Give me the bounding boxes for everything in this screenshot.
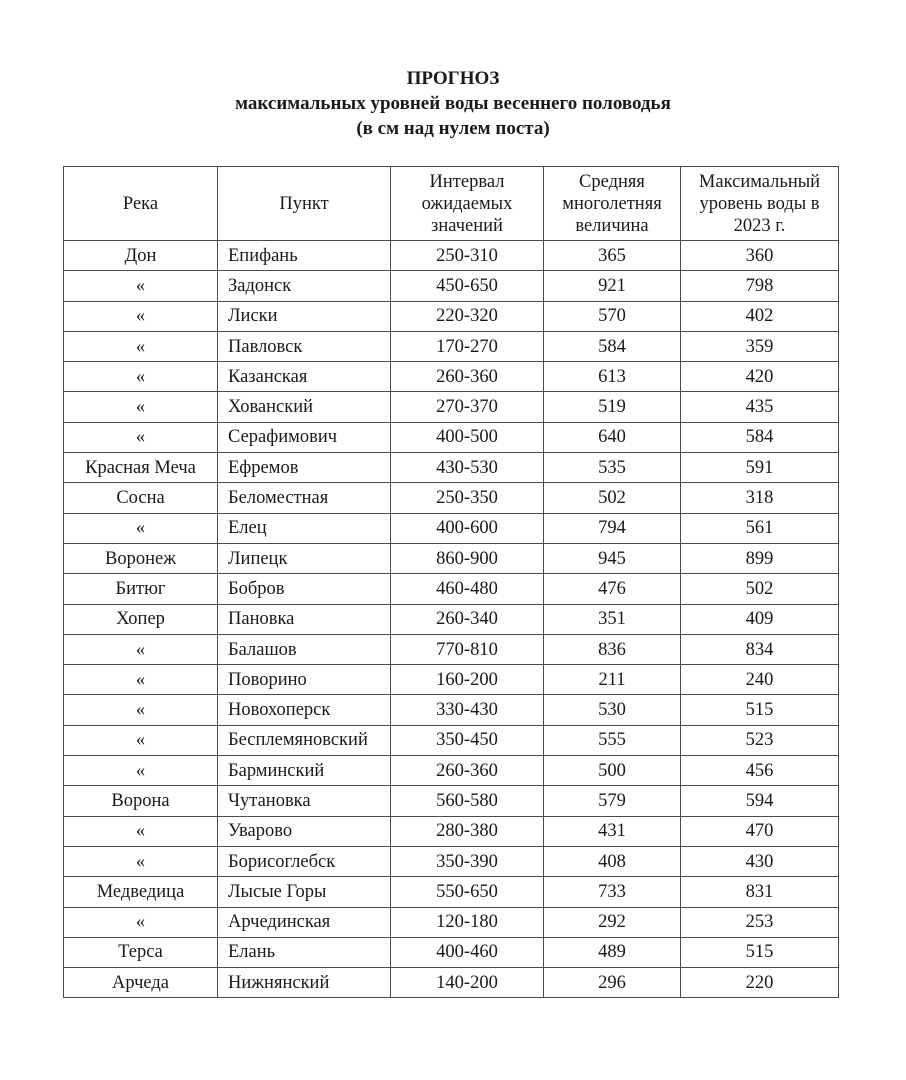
column-header-max2023: Максимальный уровень воды в 2023 г. [681,167,839,241]
cell-river: Воронеж [64,543,218,573]
cell-mean: 500 [544,756,681,786]
cell-max2023: 831 [681,877,839,907]
cell-river: « [64,725,218,755]
table-row [64,241,839,271]
cell-point: Борисоглебск [218,846,391,876]
cell-mean: 292 [544,907,681,937]
cell-river: « [64,846,218,876]
table-row [64,937,839,967]
column-header-mean: Средняя многолетняя величина [544,167,681,241]
cell-interval: 460-480 [391,574,544,604]
cell-mean: 836 [544,634,681,664]
document-subtitle: максимальных уровней воды весеннего половодья [235,93,671,114]
cell-max2023: 561 [681,513,839,543]
document-units-note: (в см над нулем поста) [356,118,550,139]
table-row [64,543,839,573]
cell-river: « [64,362,218,392]
table-row [64,271,839,301]
table-row [64,725,839,755]
table-row [64,695,839,725]
cell-point: Липецк [218,543,391,573]
cell-interval: 250-310 [391,241,544,271]
cell-mean: 431 [544,816,681,846]
cell-interval: 260-360 [391,362,544,392]
cell-point: Серафимович [218,422,391,452]
table-row [64,392,839,422]
table-row [64,422,839,452]
cell-river: « [64,331,218,361]
cell-point: Пановка [218,604,391,634]
cell-interval: 450-650 [391,271,544,301]
cell-mean: 296 [544,968,681,998]
table-header [64,167,839,241]
table-row [64,665,839,695]
cell-interval: 160-200 [391,665,544,695]
cell-mean: 584 [544,331,681,361]
table-row [64,907,839,937]
cell-max2023: 594 [681,786,839,816]
cell-interval: 550-650 [391,877,544,907]
cell-river: Дон [64,241,218,271]
table-row [64,846,839,876]
document-heading [0,66,906,141]
cell-interval: 860-900 [391,543,544,573]
cell-river: Терса [64,937,218,967]
cell-max2023: 523 [681,725,839,755]
cell-max2023: 420 [681,362,839,392]
table-row [64,786,839,816]
cell-river: « [64,422,218,452]
cell-mean: 555 [544,725,681,755]
cell-interval: 120-180 [391,907,544,937]
cell-point: Новохоперск [218,695,391,725]
table-row [64,301,839,331]
cell-max2023: 402 [681,301,839,331]
cell-river: « [64,634,218,664]
cell-max2023: 584 [681,422,839,452]
table-row [64,331,839,361]
cell-point: Епифань [218,241,391,271]
cell-interval: 220-320 [391,301,544,331]
cell-point: Чутановка [218,786,391,816]
cell-river: « [64,392,218,422]
cell-point: Нижнянский [218,968,391,998]
cell-interval: 400-500 [391,422,544,452]
cell-mean: 530 [544,695,681,725]
cell-mean: 519 [544,392,681,422]
cell-river: Битюг [64,574,218,604]
cell-mean: 921 [544,271,681,301]
cell-river: « [64,271,218,301]
cell-mean: 476 [544,574,681,604]
cell-mean: 365 [544,241,681,271]
cell-mean: 502 [544,483,681,513]
cell-max2023: 798 [681,271,839,301]
table-row [64,756,839,786]
table-row [64,634,839,664]
cell-river: Сосна [64,483,218,513]
cell-mean: 489 [544,937,681,967]
cell-max2023: 360 [681,241,839,271]
cell-mean: 579 [544,786,681,816]
cell-river: Арчеда [64,968,218,998]
cell-max2023: 253 [681,907,839,937]
cell-interval: 400-600 [391,513,544,543]
forecast-table [63,166,839,998]
cell-point: Барминский [218,756,391,786]
cell-max2023: 220 [681,968,839,998]
cell-interval: 770-810 [391,634,544,664]
cell-river: Ворона [64,786,218,816]
cell-point: Лиски [218,301,391,331]
cell-point: Беломестная [218,483,391,513]
cell-river: Медведица [64,877,218,907]
cell-point: Поворино [218,665,391,695]
table-body [64,241,839,998]
cell-max2023: 515 [681,937,839,967]
cell-mean: 535 [544,453,681,483]
column-header-point: Пункт [218,167,391,241]
cell-river: « [64,907,218,937]
header-row [64,167,839,241]
table-row [64,968,839,998]
cell-point: Бобров [218,574,391,604]
cell-river: Красная Меча [64,453,218,483]
cell-interval: 140-200 [391,968,544,998]
cell-max2023: 591 [681,453,839,483]
cell-river: « [64,665,218,695]
cell-point: Бесплемяновский [218,725,391,755]
cell-interval: 430-530 [391,453,544,483]
cell-mean: 945 [544,543,681,573]
table-row [64,362,839,392]
cell-point: Балашов [218,634,391,664]
cell-mean: 408 [544,846,681,876]
cell-point: Казанская [218,362,391,392]
cell-interval: 260-360 [391,756,544,786]
cell-max2023: 240 [681,665,839,695]
document-title: ПРОГНОЗ [406,68,500,89]
cell-interval: 560-580 [391,786,544,816]
cell-max2023: 515 [681,695,839,725]
table-row [64,513,839,543]
table-row [64,816,839,846]
cell-interval: 280-380 [391,816,544,846]
cell-max2023: 470 [681,816,839,846]
cell-max2023: 435 [681,392,839,422]
cell-point: Хованский [218,392,391,422]
cell-max2023: 359 [681,331,839,361]
cell-interval: 250-350 [391,483,544,513]
cell-interval: 170-270 [391,331,544,361]
cell-river: « [64,816,218,846]
cell-interval: 260-340 [391,604,544,634]
cell-point: Ефремов [218,453,391,483]
cell-interval: 270-370 [391,392,544,422]
cell-mean: 794 [544,513,681,543]
cell-point: Павловск [218,331,391,361]
cell-interval: 330-430 [391,695,544,725]
cell-mean: 640 [544,422,681,452]
cell-point: Елец [218,513,391,543]
cell-point: Задонск [218,271,391,301]
column-header-interval: Интервал ожидаемых значений [391,167,544,241]
cell-point: Лысые Горы [218,877,391,907]
cell-max2023: 899 [681,543,839,573]
cell-max2023: 430 [681,846,839,876]
cell-point: Арчединская [218,907,391,937]
table-row [64,877,839,907]
table-row [64,483,839,513]
cell-mean: 570 [544,301,681,331]
cell-interval: 400-460 [391,937,544,967]
cell-max2023: 502 [681,574,839,604]
table-row [64,574,839,604]
cell-max2023: 456 [681,756,839,786]
cell-max2023: 318 [681,483,839,513]
cell-river: « [64,513,218,543]
cell-river: « [64,756,218,786]
cell-mean: 733 [544,877,681,907]
cell-max2023: 834 [681,634,839,664]
table-row [64,604,839,634]
table-row [64,453,839,483]
cell-point: Елань [218,937,391,967]
cell-max2023: 409 [681,604,839,634]
cell-mean: 613 [544,362,681,392]
column-header-river: Река [64,167,218,241]
cell-river: Хопер [64,604,218,634]
cell-interval: 350-450 [391,725,544,755]
cell-point: Уварово [218,816,391,846]
cell-mean: 351 [544,604,681,634]
cell-river: « [64,695,218,725]
cell-river: « [64,301,218,331]
cell-interval: 350-390 [391,846,544,876]
cell-mean: 211 [544,665,681,695]
